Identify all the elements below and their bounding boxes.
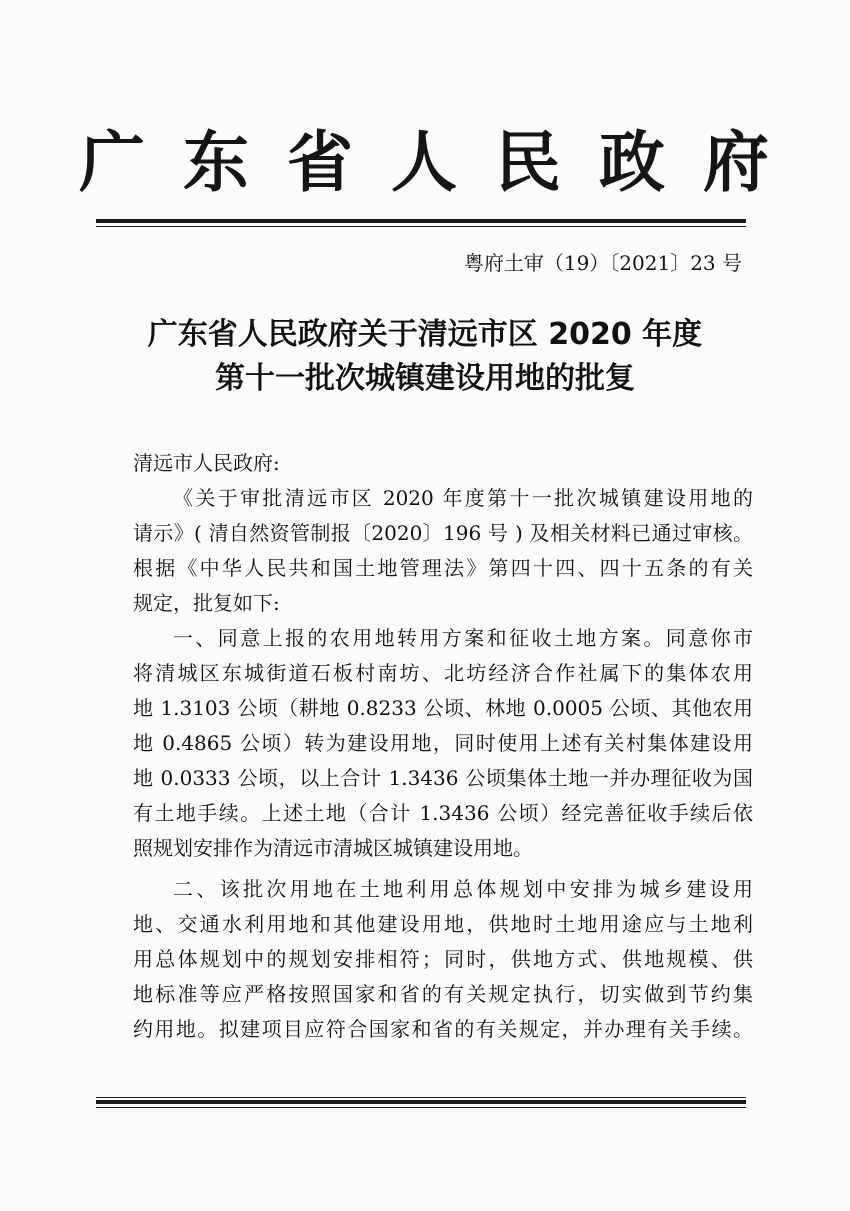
footer-rule-thin-bottom: [96, 1107, 746, 1108]
paragraph-line: 请示》( 清自然资管制报〔2020〕196 号 ) 及相关材料已通过审核。: [133, 521, 753, 545]
paragraph-line: 地 0.4865 公顷）转为建设用地，同时使用上述有关村集体建设用: [133, 731, 753, 755]
paragraph-line: 将清城区东城街道石板村南坊、北坊经济合作社属下的集体农用: [133, 661, 753, 685]
paragraph-line: 地、交通水利用地和其他建设用地，供地时土地用途应与土地利: [133, 912, 753, 936]
issuer-masthead: 广东省人民政府: [79, 123, 807, 201]
title-line-2: 第十一批次城镇建设用地的批复: [215, 361, 635, 396]
footer-rule-thick: [96, 1100, 746, 1104]
footer-rule-thin-top: [96, 1097, 746, 1098]
document-title: [0, 313, 850, 401]
paragraph-line: 地标准等应严格按照国家和省的有关规定执行，切实做到节约集: [133, 982, 753, 1006]
paragraph-line: 照规划安排作为清远市清城区城镇建设用地。: [133, 836, 533, 860]
paragraph-line: 有土地手续。上述土地（合计 1.3436 公顷）经完善征收手续后依: [133, 801, 753, 825]
paragraph-line: 约用地。拟建项目应符合国家和省的有关规定，并办理有关手续。: [133, 1017, 753, 1041]
paragraph-line: 地 0.0333 公顷，以上合计 1.3436 公顷集体土地一并办理征收为国: [133, 766, 753, 790]
paragraph-line: 用总体规划中的规划安排相符；同时，供地方式、供地规模、供: [133, 947, 753, 971]
paragraph-line: 根据《中华人民共和国土地管理法》第四十四、四十五条的有关: [133, 556, 753, 580]
paragraph-3: [133, 872, 753, 1047]
paragraph-2: [133, 621, 753, 866]
paragraph-line: 一、同意上报的农用地转用方案和征收土地方案。同意你市: [173, 626, 753, 650]
paragraph-line: 《关于审批清远市区 2020 年度第十一批次城镇建设用地的: [173, 486, 753, 510]
paragraph-line: 二、该批次用地在土地利用总体规划中安排为城乡建设用: [173, 877, 753, 901]
document-body: [133, 446, 753, 1047]
paragraph-line: 规定，批复如下:: [133, 591, 280, 615]
masthead-rule-thick: [96, 219, 746, 223]
paragraph-line: 地 1.3103 公顷（耕地 0.8233 公顷、林地 0.0005 公顷、其他农用: [133, 696, 753, 720]
masthead-rule-thin: [96, 226, 746, 227]
title-line-1: 广东省人民政府关于清远市区 2020 年度: [147, 317, 703, 352]
salutation: 清远市人民政府:: [133, 451, 280, 475]
paragraph-1: [133, 481, 753, 621]
document-number: 粤府土审（19）〔2021〕23 号: [463, 251, 742, 275]
